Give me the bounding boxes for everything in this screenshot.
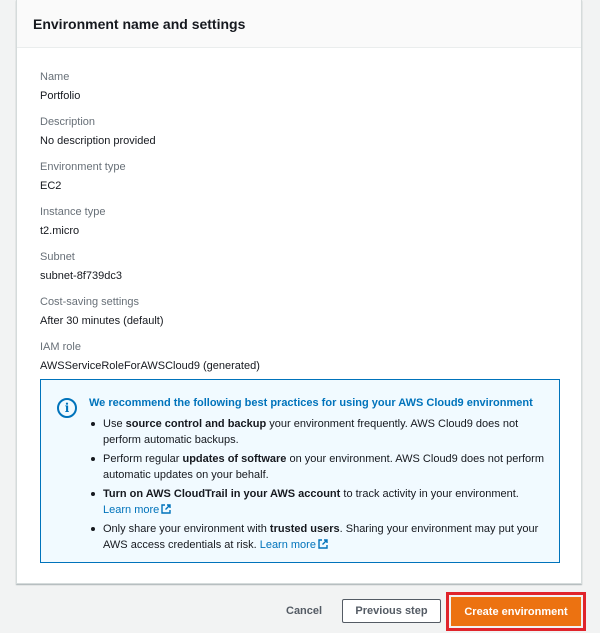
link-label: Learn more xyxy=(259,539,316,551)
field-label: Subnet xyxy=(40,251,75,263)
create-environment-button[interactable]: Create environment xyxy=(451,597,581,626)
field-label: IAM role xyxy=(40,341,81,353)
field-description xyxy=(40,115,570,160)
item-bold-text: source control and backup xyxy=(125,418,267,430)
list-item xyxy=(89,486,545,518)
external-link-icon xyxy=(318,539,328,549)
panel-header xyxy=(17,0,581,48)
panel-title: Environment name and settings xyxy=(33,16,246,32)
field-instance-type xyxy=(40,205,570,250)
external-link-icon xyxy=(161,504,171,514)
settings-fields xyxy=(40,70,570,385)
field-label: Description xyxy=(40,116,96,128)
item-text: to track activity in your environment. xyxy=(340,488,519,500)
item-text: Use xyxy=(103,418,126,430)
previous-step-button[interactable]: Previous step xyxy=(342,599,441,623)
item-text: on your environment. AWS Cloud9 does not perform automatic updates on your behalf. xyxy=(103,453,545,481)
wizard-footer xyxy=(0,592,600,633)
item-text: Perform regular xyxy=(103,453,183,465)
list-item xyxy=(89,451,545,483)
list-item xyxy=(89,416,545,448)
field-value: Portfolio xyxy=(40,90,81,102)
field-subnet xyxy=(40,250,570,295)
field-cost-saving xyxy=(40,295,570,340)
item-bold-text: Turn on AWS CloudTrail in your AWS account xyxy=(103,488,341,500)
field-value: EC2 xyxy=(40,180,62,192)
item-text: Only share your environment with xyxy=(103,523,270,535)
list-item xyxy=(89,521,545,553)
field-value: t2.micro xyxy=(40,225,80,237)
settings-panel xyxy=(16,0,582,584)
field-environment-type xyxy=(40,160,570,205)
cancel-button[interactable]: Cancel xyxy=(278,600,330,622)
field-label: Name xyxy=(40,71,70,83)
item-text: . Sharing your environment may put your AWS access credentials at risk. xyxy=(103,523,539,551)
field-value: AWSServiceRoleForAWSCloud9 (generated) xyxy=(40,360,260,372)
item-bold-text: updates of software xyxy=(182,453,287,465)
field-label: Environment type xyxy=(40,161,126,173)
alert-title: We recommend the following best practices for using your AWS Cloud9 environment xyxy=(89,397,533,409)
best-practices-alert xyxy=(40,379,560,563)
item-text: your environment frequently. AWS Cloud9 does not perform automatic backups. xyxy=(103,418,519,446)
item-bold-text: trusted users xyxy=(269,523,340,535)
learn-more-link-cloudtrail[interactable] xyxy=(103,504,171,516)
field-value: subnet-8f739dc3 xyxy=(40,270,122,282)
field-label: Instance type xyxy=(40,206,106,218)
info-icon: i xyxy=(57,398,77,418)
learn-more-link-sharing[interactable] xyxy=(260,539,328,551)
link-label: Learn more xyxy=(103,504,160,516)
field-label: Cost-saving settings xyxy=(40,296,140,308)
field-name xyxy=(40,70,570,115)
field-value: No description provided xyxy=(40,135,156,147)
best-practices-list xyxy=(89,416,545,553)
field-value: After 30 minutes (default) xyxy=(40,315,164,327)
